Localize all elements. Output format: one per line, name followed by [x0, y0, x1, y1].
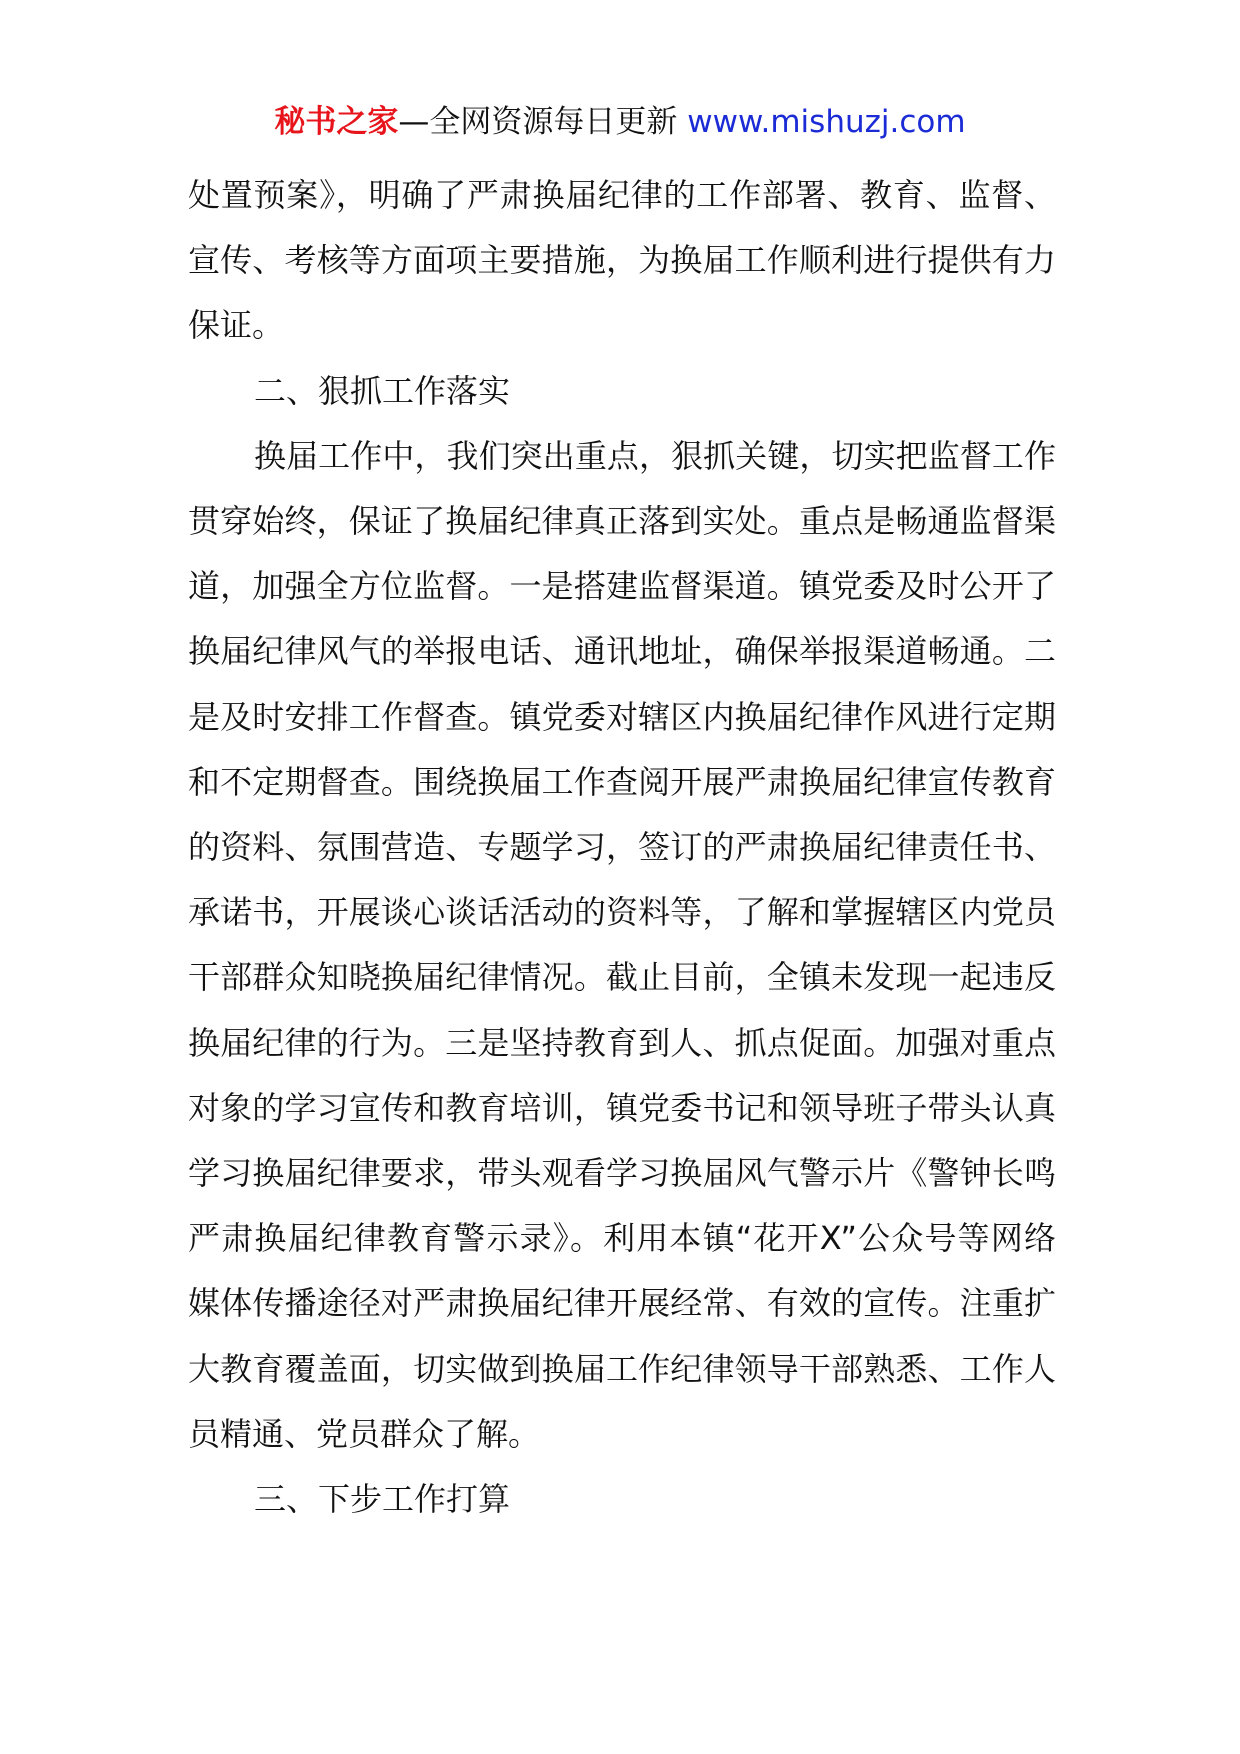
paragraph-continuation: 处置预案》，明确了严肃换届纪律的工作部署、教育、监督、宣传、考核等方面项主要措施，为换届工作顺利进行提供有力保证。 [188, 176, 1056, 345]
brand-name: 秘书之家 [274, 104, 399, 140]
header-tagline: —全网资源每日更新 [398, 104, 678, 140]
document-body [188, 163, 1056, 1532]
section-heading-3: 三、下步工作打算 [254, 1480, 511, 1519]
site-url-link[interactable]: www.mishuzj.com [687, 104, 966, 140]
paragraph-work-implementation: 换届工作中，我们突出重点，狠抓关键，切实把监督工作贯穿始终，保证了换届纪律真正落到实处。重点是畅通监督渠道，加强全方位监督。一是搭建监督渠道。镇党委及时公开了换届纪律风气的举报电话、通讯地址，确保举报渠道畅通。二是及时安排工作督查。镇党委对辖区内换届纪律作风进行定期和不定期督查。围绕换届工作查阅开展严肃换届纪律宣传教育的资料、氛围营造、专题学习，签订的严肃换届纪律责任书、承诺书，开展谈心谈话活动的资料等，了解和掌握辖区内党员干部群众知晓换届纪律情况。截止目前，全镇未发现一起违反换届纪律的行为。三是坚持教育到人、抓点促面。加强对重点对象的学习宣传和教育培训，镇党委书记和领导班子带头认真学习换届纪律要求，带头观看学习换届风气警示片《警钟长鸣严肃换届纪律教育警示录》。利用本镇“花开X”公众号等网络媒体传播途径对严肃换届纪律开展经常、有效的宣传。注重扩大教育覆盖面，切实做到换届工作纪律领导干部熟悉、工作人员精通、党员群众了解。 [188, 436, 1056, 1453]
section-heading-2: 二、狠抓工作落实 [254, 371, 511, 410]
page-header [0, 100, 1240, 144]
